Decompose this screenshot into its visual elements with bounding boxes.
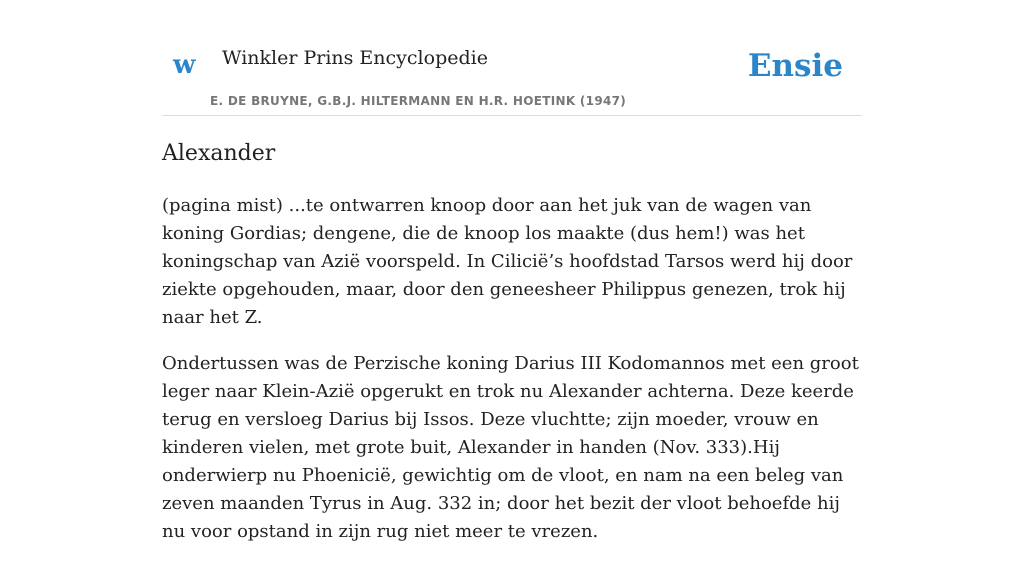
source-authors: E. DE BRUYNE, G.B.J. HILTERMANN EN H.R. HOETINK (1947) <box>210 94 627 108</box>
winkler-prins-logo-icon[interactable]: w <box>173 50 196 80</box>
article-paragraph: Ondertussen was de Perzische koning Darius III Kodomannos met een groot leger naar Klein-Azië opgerukt en trok nu Alexander achterna. Deze keerde terug en versloeg Darius bij Issos. Deze vluchtte; zijn moeder, vrouw en kinderen vielen, met grote buit, Alexander in handen (Nov. 333).Hij onderwierp nu Phoenicië, gewichtig om de vloot, en nam na een beleg van zeven maanden Tyrus in Aug. 332 in; door het bezit der vloot behoefde hij nu voor opstand in zijn rug niet meer te vrezen. <box>162 353 859 542</box>
source-header <box>162 0 862 116</box>
ensie-brand-logo[interactable]: Ensie <box>747 48 843 84</box>
article-body <box>162 192 862 564</box>
article-title: Alexander <box>162 141 276 166</box>
page <box>162 0 862 542</box>
article-paragraph: (pagina mist) ...te ontwarren knoop door aan het juk van de wagen van koning Gordias; dengene, die de knoop los maakte (dus hem!) was het koningschap van Azië voorspeld. In Cilicië’s hoofdstad Tarsos werd hij door ziekte opgehouden, maar, door den geneesheer Philippus genezen, trok hij naar het Z. <box>162 195 853 328</box>
source-title[interactable]: Winkler Prins Encyclopedie <box>222 47 488 69</box>
